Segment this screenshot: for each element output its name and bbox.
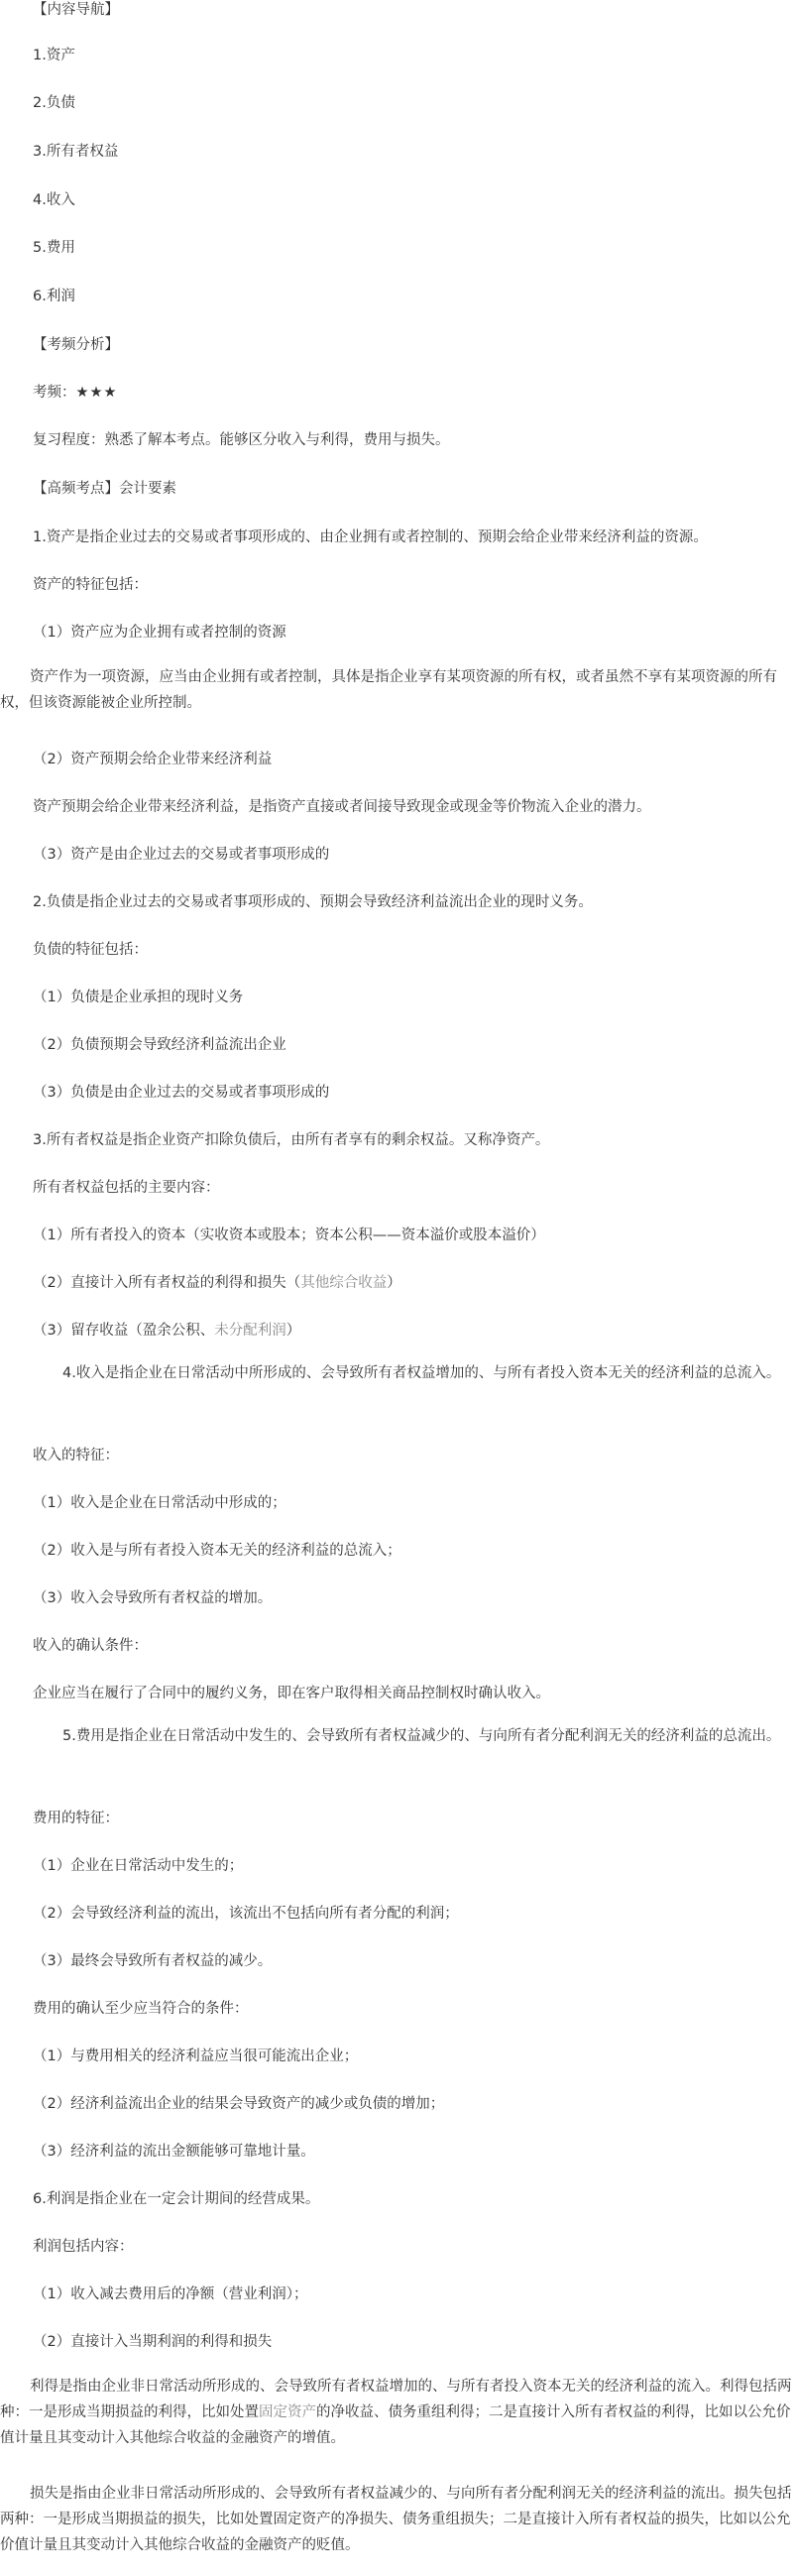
profit-content-title: 利润包括内容： [33, 2239, 134, 2255]
revenue-recognition-desc: 企业应当在履行了合同中的履约义务，即在客户取得相关商品控制权时确认收入。 [33, 1686, 550, 1701]
revenue-feature-1: （1）收入是企业在日常活动中形成的； [33, 1495, 286, 1511]
equity-content-3-text: （3）留存收益（盈余公积、 [33, 1323, 215, 1339]
other-comprehensive-income-link[interactable]: 其他综合收益 [300, 1275, 388, 1291]
assets-definition: 1.资产是指企业过去的交易或者事项形成的、由企业拥有或者控制的、预期会给企业带来经济利益的资源。 [33, 529, 708, 545]
equity-content-3-end: ） [285, 1323, 301, 1339]
profit-content-2: （2）直接计入当期利润的利得和损失 [33, 2334, 273, 2350]
liabilities-feature-1: （1）负债是企业承担的现时义务 [33, 990, 244, 1005]
nav-header: 【内容导航】 [33, 2, 119, 18]
equity-content-3 [33, 1321, 786, 1341]
assets-feature-1: （1）资产应为企业拥有或者控制的资源 [33, 625, 286, 641]
equity-content-2-end: ） [387, 1275, 401, 1291]
frequency-stars: ★★★ [75, 385, 118, 401]
liabilities-features-title: 负债的特征包括： [33, 942, 148, 958]
revenue-feature-3: （3）收入会导致所有者权益的增加。 [33, 1590, 273, 1606]
liabilities-feature-3: （3）负债是由企业过去的交易或者事项形成的 [33, 1085, 330, 1101]
nav-item-assets: 1.资产 [33, 48, 75, 63]
revenue-recognition-title: 收入的确认条件： [33, 1638, 148, 1654]
liabilities-feature-2: （2）负债预期会导致经济利益流出企业 [33, 1037, 286, 1053]
gains-text-a: 利得是指由企业非日常活动所形成的、会导致所有者权益增加的、与所有者投入资本无关的经济利益的流入。利得包括两种：一是形成当期损益的利得，比如处置 [0, 2379, 792, 2420]
nav-item-profit: 6.利润 [33, 289, 75, 304]
expenses-recognition-1: （1）与费用相关的经济利益应当很可能流出企业； [33, 2049, 359, 2064]
analysis-header: 【考频分析】 [33, 337, 119, 353]
liabilities-definition: 2.负债是指企业过去的交易或者事项形成的、预期会导致经济利益流出企业的现时义务。 [33, 894, 593, 910]
gains-text-b: 的净收益、债务重组利得；二是直接计入所有者权益的利得，比如以公允价值计量且其变动计入其他综合收益的金融资产的增值。 [0, 2404, 791, 2446]
expenses-feature-2: （2）会导致经济利益的流出，该流出不包括向所有者分配的利润； [33, 1906, 459, 1922]
equity-content-2-text: （2）直接计入所有者权益的利得和损失（ [33, 1275, 301, 1291]
nav-item-revenue: 4.收入 [33, 192, 75, 208]
frequency-label: 考频： [33, 385, 76, 401]
expenses-definition: 5.费用是指企业在日常活动中发生的、会导致所有者权益减少的、与向所有者分配利润无关的经济利益的总流出。 [62, 1728, 781, 1744]
equity-content-title: 所有者权益包括的主要内容： [33, 1180, 220, 1196]
profit-content-1: （1）收入减去费用后的净额（营业利润）； [33, 2286, 308, 2302]
undistributed-profit-link[interactable]: 未分配利润 [214, 1323, 286, 1339]
profit-definition: 6.利润是指企业在一定会计期间的经营成果。 [33, 2191, 320, 2207]
topic-header: 【高频考点】会计要素 [33, 481, 176, 497]
nav-item-liabilities: 2.负债 [33, 95, 75, 111]
expenses-feature-1: （1）企业在日常活动中发生的； [33, 1858, 244, 1874]
assets-features-title: 资产的特征包括： [33, 577, 148, 593]
equity-content-2 [33, 1273, 786, 1293]
expenses-recognition-2: （2）经济利益流出企业的结果会导致资产的减少或负债的增加； [33, 2096, 445, 2112]
equity-content-1: （1）所有者投入的资本（实收资本或股本；资本公积——资本溢价或股本溢价） [33, 1228, 545, 1243]
assets-feature-1-desc: 资产作为一项资源，应当由企业拥有或者控制，具体是指企业享有某项资源的所有权，或者虽然不享有某项资源的所有权，但该资源能被企业所控制。 [0, 669, 777, 711]
review-level: 复习程度：熟悉了解本考点。能够区分收入与利得，费用与损失。 [33, 432, 450, 448]
revenue-features-title: 收入的特征： [33, 1448, 119, 1464]
losses-paragraph: 损失是指由企业非日常活动所形成的、会导致所有者权益减少的、与向所有者分配利润无关的经济利益的流出。损失包括两种：一是形成当期损益的损失，比如处置固定资产的净损失、债务重组损失；二是直接计入所有者权益的损失，比如以公允价值计量且其变动计入其他综合收益的金融资产的贬值。 [0, 2486, 792, 2553]
revenue-definition: 4.收入是指企业在日常活动中所形成的、会导致所有者权益增加的、与所有者投入资本无关的经济利益的总流入。 [62, 1365, 781, 1381]
revenue-feature-2: （2）收入是与所有者投入资本无关的经济利益的总流入； [33, 1543, 401, 1559]
fixed-assets-link[interactable]: 固定资产 [259, 2404, 316, 2420]
equity-definition: 3.所有者权益是指企业资产扣除负债后，由所有者享有的剩余权益。又称净资产。 [33, 1132, 550, 1148]
frequency-line [33, 383, 786, 403]
expenses-features-title: 费用的特征： [33, 1811, 119, 1826]
gains-paragraph [0, 2374, 793, 2451]
nav-item-equity: 3.所有者权益 [33, 144, 119, 160]
assets-feature-3: （3）资产是由企业过去的交易或者事项形成的 [33, 847, 330, 863]
expenses-recognition-title: 费用的确认至少应当符合的条件： [33, 2001, 249, 2017]
assets-feature-2: （2）资产预期会给企业带来经济利益 [33, 752, 273, 767]
nav-item-expenses: 5.费用 [33, 240, 75, 256]
assets-feature-2-desc: 资产预期会给企业带来经济利益，是指资产直接或者间接导致现金或现金等价物流入企业的潜力。 [33, 799, 651, 815]
expenses-feature-3: （3）最终会导致所有者权益的减少。 [33, 1953, 273, 1969]
expenses-recognition-3: （3）经济利益的流出金额能够可靠地计量。 [33, 2144, 315, 2160]
